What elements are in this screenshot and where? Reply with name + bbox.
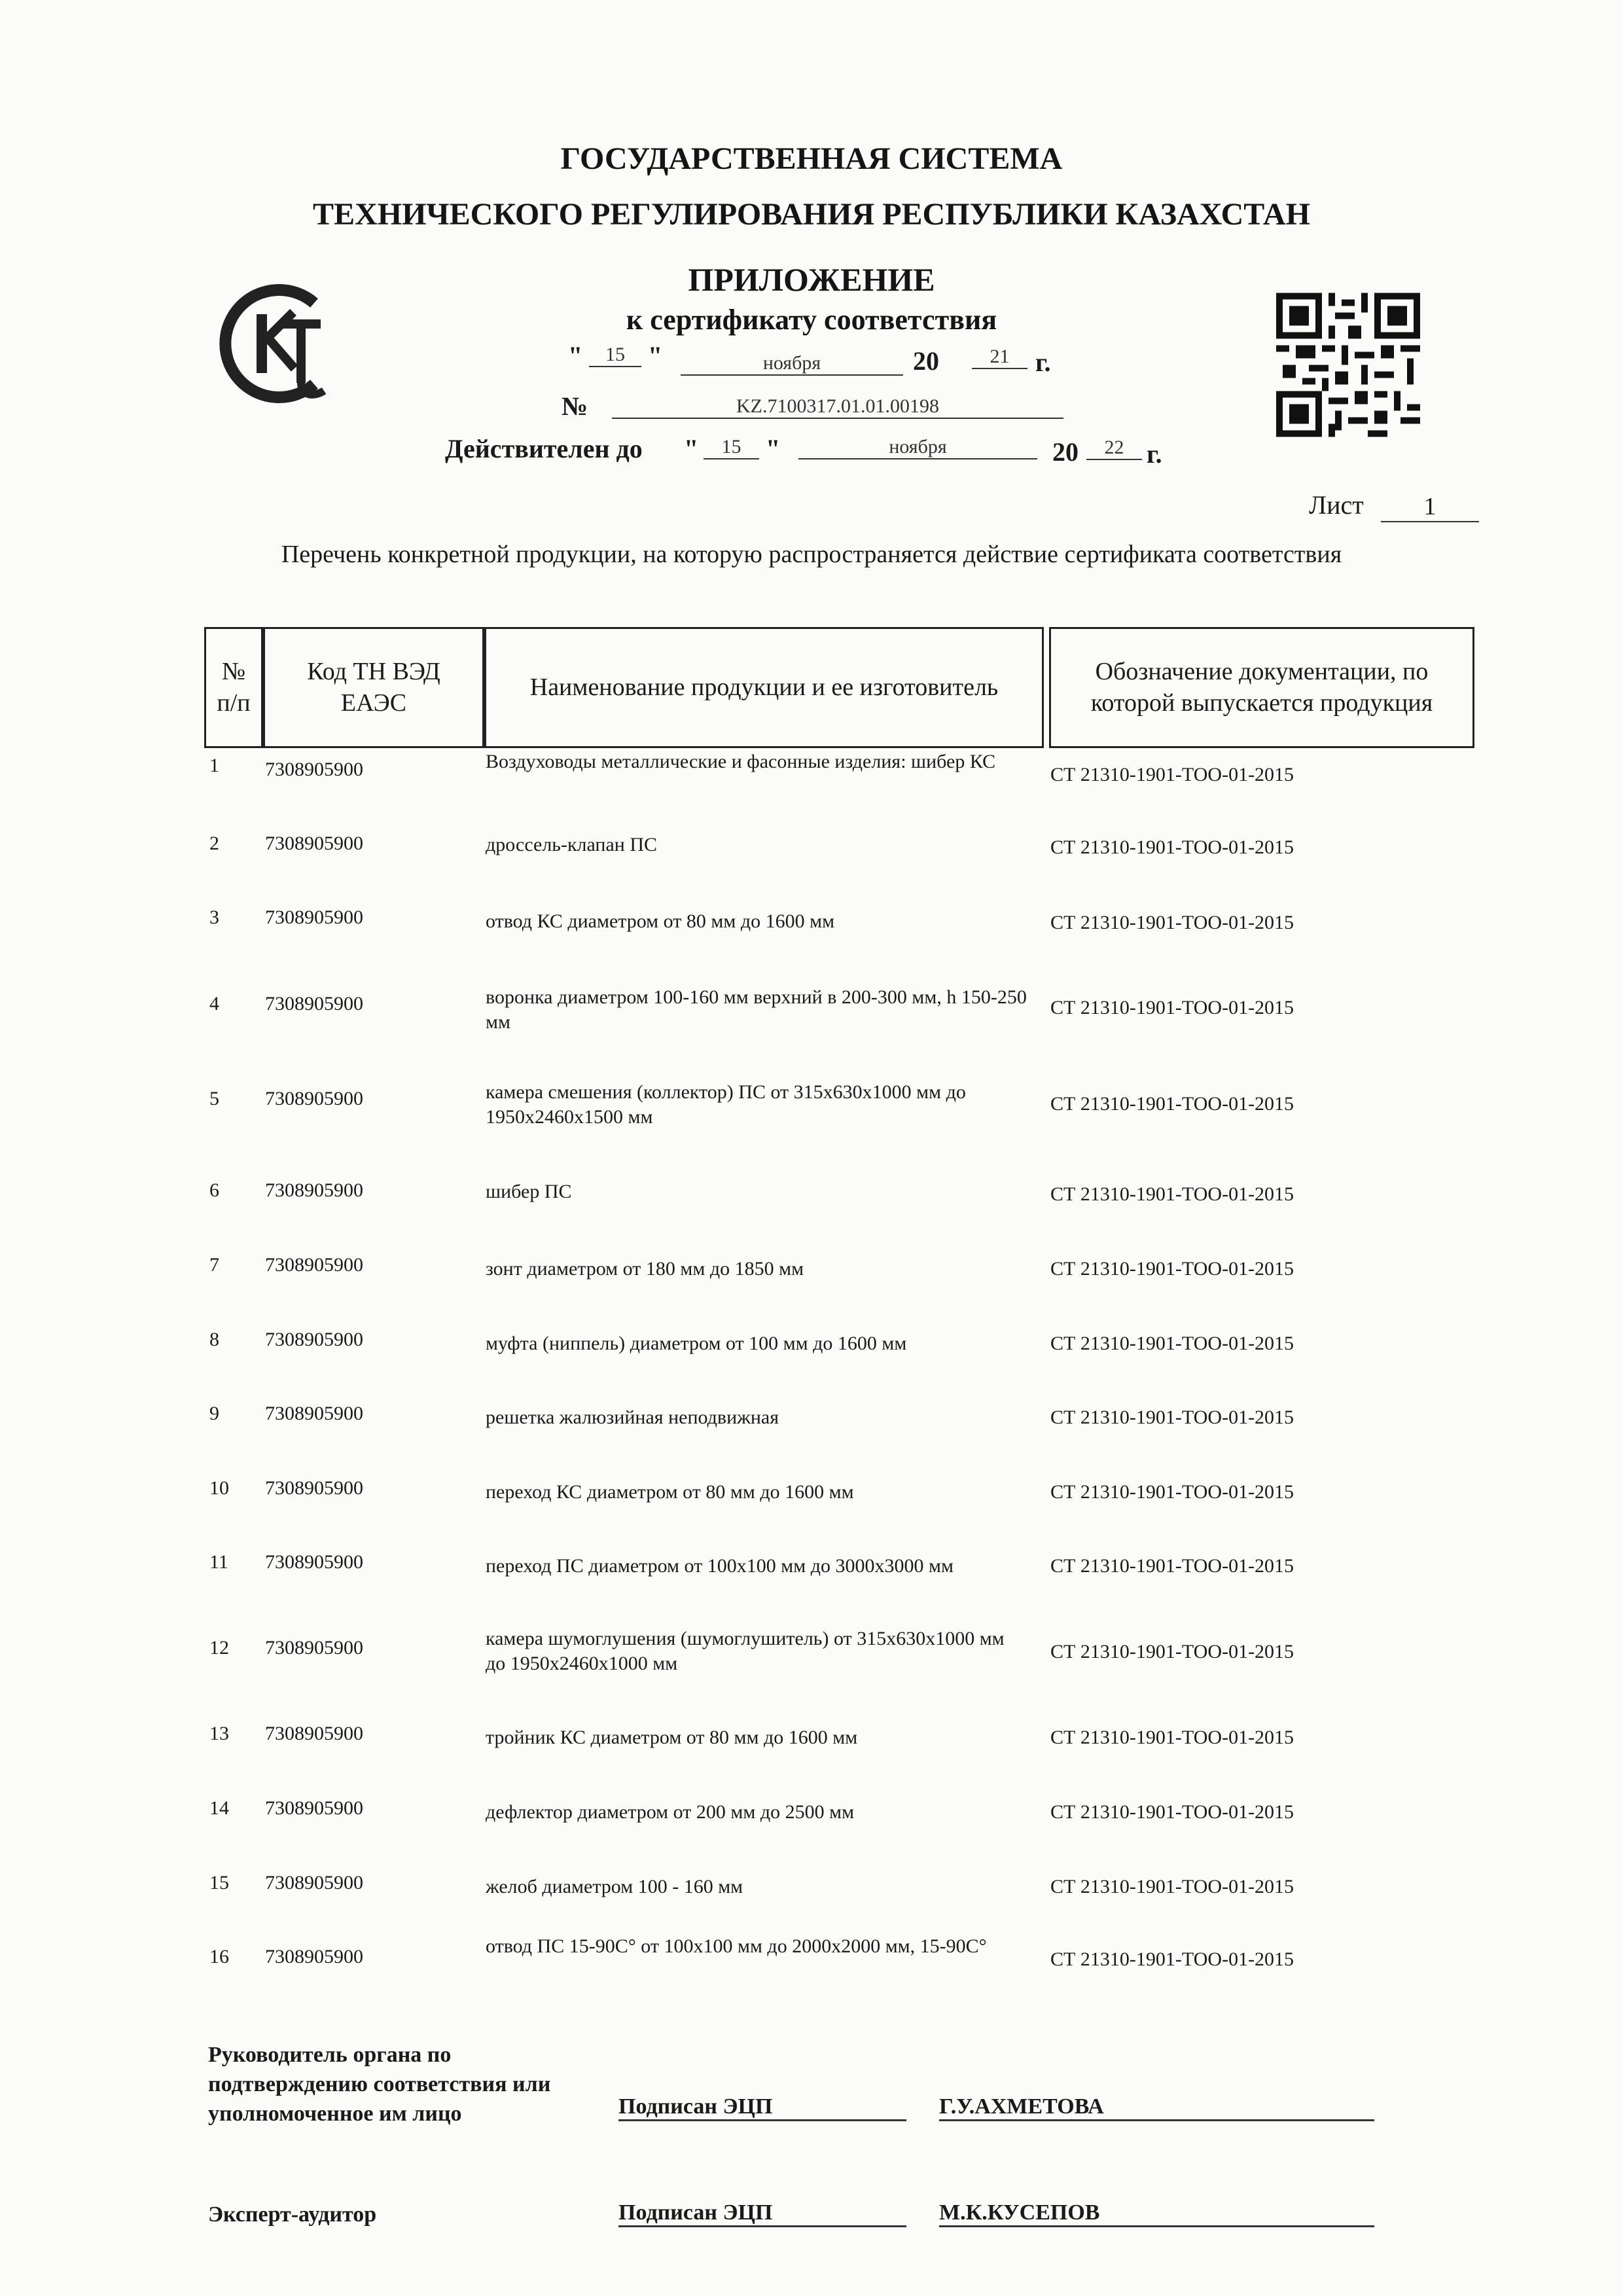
row-doc: СТ 21310-1901-ТОО-01-2015 [1050, 764, 1294, 785]
row-num: 8 [209, 1329, 219, 1350]
row-code: 7308905900 [265, 1403, 363, 1424]
row-num: 15 [209, 1872, 229, 1893]
row-doc: СТ 21310-1901-ТОО-01-2015 [1050, 836, 1294, 858]
valid-until-year-prefix: 20 [1052, 437, 1079, 467]
row-code: 7308905900 [265, 1329, 363, 1350]
row-name: Воздуховоды металлические и фасонные изделия: шибер КС [486, 751, 996, 772]
row-doc: СТ 21310-1901-ТОО-01-2015 [1050, 912, 1294, 933]
row-doc: СТ 21310-1901-ТОО-01-2015 [1050, 1801, 1294, 1823]
row-num: 11 [209, 1551, 228, 1573]
intro-text: Перечень конкретной продукции, на которую распространяется действие сертификата соответствия [281, 541, 1342, 568]
row-num: 4 [209, 993, 219, 1014]
row-code: 7308905900 [265, 1179, 363, 1201]
head-signer-label-line-1: Руководитель органа по [208, 2043, 452, 2067]
row-code: 7308905900 [265, 1797, 363, 1819]
head-signature-status: Подписан ЭЦП [618, 2094, 906, 2121]
row-num: 9 [209, 1403, 219, 1424]
row-doc: СТ 21310-1901-ТОО-01-2015 [1050, 997, 1294, 1018]
row-num: 6 [209, 1179, 219, 1201]
row-name: дефлектор диаметром от 200 мм до 2500 мм [486, 1801, 855, 1823]
head-signer-label-line-2: подтверждению соответствия или [208, 2072, 551, 2096]
certificate-number-label: № [562, 391, 588, 421]
row-name: дроссель-клапан ПС [486, 834, 658, 855]
col-header-code: Код ТН ВЭД ЕАЭС [263, 627, 484, 748]
row-name: переход ПС диаметром от 100х100 мм до 3000х3000 мм [486, 1555, 954, 1577]
row-doc: СТ 21310-1901-ТОО-01-2015 [1050, 1333, 1294, 1354]
row-num: 12 [209, 1637, 229, 1659]
row-doc: СТ 21310-1901-ТОО-01-2015 [1050, 1407, 1294, 1428]
row-name: камера смешения (коллектор) ПС от 315х630х1000 мм до 1950х2460х1500 мм [486, 1081, 966, 1128]
valid-until-day: 15 [704, 436, 759, 459]
kz-conformity-mark-icon [216, 278, 330, 409]
row-num: 1 [209, 755, 219, 776]
valid-until-year-label: г. [1147, 439, 1162, 469]
row-name: шибер ПС [486, 1181, 572, 1202]
row-code: 7308905900 [265, 759, 363, 780]
row-code: 7308905900 [265, 833, 363, 854]
row-doc: СТ 21310-1901-ТОО-01-2015 [1050, 1727, 1294, 1748]
row-doc: СТ 21310-1901-ТОО-01-2015 [1050, 1183, 1294, 1205]
valid-until-label: Действителен до [445, 434, 643, 463]
row-doc: СТ 21310-1901-ТОО-01-2015 [1050, 1481, 1294, 1503]
row-name: желоб диаметром 100 - 160 мм [486, 1876, 743, 1897]
row-code: 7308905900 [265, 1637, 363, 1659]
row-name: переход КС диаметром от 80 мм до 1600 мм [486, 1481, 854, 1503]
row-code: 7308905900 [265, 1946, 363, 1967]
row-num: 14 [209, 1797, 229, 1819]
row-code: 7308905900 [265, 1088, 363, 1109]
certificate-number: KZ.7100317.01.01.00198 [612, 395, 1063, 419]
row-code: 7308905900 [265, 1477, 363, 1499]
col-header-name: Наименование продукции и ее изготовитель [484, 627, 1044, 748]
row-name: камера шумоглушения (шумоглушитель) от 315х630х1000 мм до 1950х2460х1000 мм [486, 1628, 1005, 1674]
col-header-num: № п/п [204, 627, 263, 748]
head-signer-label [208, 2041, 550, 2129]
row-doc: СТ 21310-1901-ТОО-01-2015 [1050, 1948, 1294, 1970]
row-num: 2 [209, 833, 219, 854]
row-name: тройник КС диаметром от 80 мм до 1600 мм [486, 1727, 858, 1748]
issue-year-prefix: 20 [913, 346, 939, 376]
row-code: 7308905900 [265, 993, 363, 1014]
qr-code-icon [1276, 291, 1420, 439]
head-signer-name: Г.У.АХМЕТОВА [939, 2094, 1374, 2121]
issue-month: ноября [681, 352, 903, 376]
row-name: решетка жалюзийная неподвижная [486, 1407, 779, 1428]
expert-name: М.К.КУСЕПОВ [939, 2200, 1374, 2227]
row-doc: СТ 21310-1901-ТОО-01-2015 [1050, 1258, 1294, 1280]
row-code: 7308905900 [265, 1551, 363, 1573]
row-num: 10 [209, 1477, 229, 1499]
row-code: 7308905900 [265, 1872, 363, 1893]
row-name: отвод КС диаметром от 80 мм до 1600 мм [486, 910, 835, 932]
row-name: муфта (ниппель) диаметром от 100 мм до 1600 мм [486, 1333, 907, 1354]
row-num: 13 [209, 1723, 229, 1744]
issue-year-suffix: 21 [972, 346, 1027, 369]
header-line-2: ТЕХНИЧЕСКОГО РЕГУЛИРОВАНИЯ РЕСПУБЛИКИ КАЗАХСТАН [313, 197, 1310, 232]
row-name: отвод ПС 15-90С° от 100х100 мм до 2000х2000 мм, 15-90С° [486, 1935, 987, 1957]
head-signer-label-line-3: уполномоченное им лицо [208, 2101, 462, 2126]
row-doc: СТ 21310-1901-ТОО-01-2015 [1050, 1093, 1294, 1115]
expert-label: Эксперт-аудитор [208, 2202, 377, 2227]
row-doc: СТ 21310-1901-ТОО-01-2015 [1050, 1641, 1294, 1662]
row-num: 7 [209, 1254, 219, 1276]
row-doc: СТ 21310-1901-ТОО-01-2015 [1050, 1876, 1294, 1897]
col-header-doc: Обозначение документации, по которой выпускается продукция [1049, 627, 1474, 748]
expert-signature-status: Подписан ЭЦП [618, 2200, 906, 2227]
row-num: 5 [209, 1088, 219, 1109]
row-num: 16 [209, 1946, 229, 1967]
issue-day: 15 [589, 344, 641, 367]
row-name: зонт диаметром от 180 мм до 1850 мм [486, 1258, 804, 1280]
row-code: 7308905900 [265, 1723, 363, 1744]
row-num: 3 [209, 906, 219, 928]
valid-until-year-suffix: 22 [1086, 437, 1142, 460]
sheet-label: Лист [1309, 490, 1364, 520]
valid-until-month: ноября [798, 436, 1037, 459]
annex-title: ПРИЛОЖЕНИЕ [688, 261, 935, 298]
row-name: воронка диаметром 100-160 мм верхний в 200-300 мм, h 150-250 мм [486, 986, 1027, 1033]
header-line-1: ГОСУДАРСТВЕННАЯ СИСТЕМА [560, 141, 1063, 176]
row-doc: СТ 21310-1901-ТОО-01-2015 [1050, 1555, 1294, 1577]
annex-subtitle: к сертификату соответствия [626, 304, 997, 336]
sheet-number: 1 [1381, 492, 1479, 522]
issue-year-label: г. [1035, 348, 1051, 377]
row-code: 7308905900 [265, 906, 363, 928]
row-code: 7308905900 [265, 1254, 363, 1276]
